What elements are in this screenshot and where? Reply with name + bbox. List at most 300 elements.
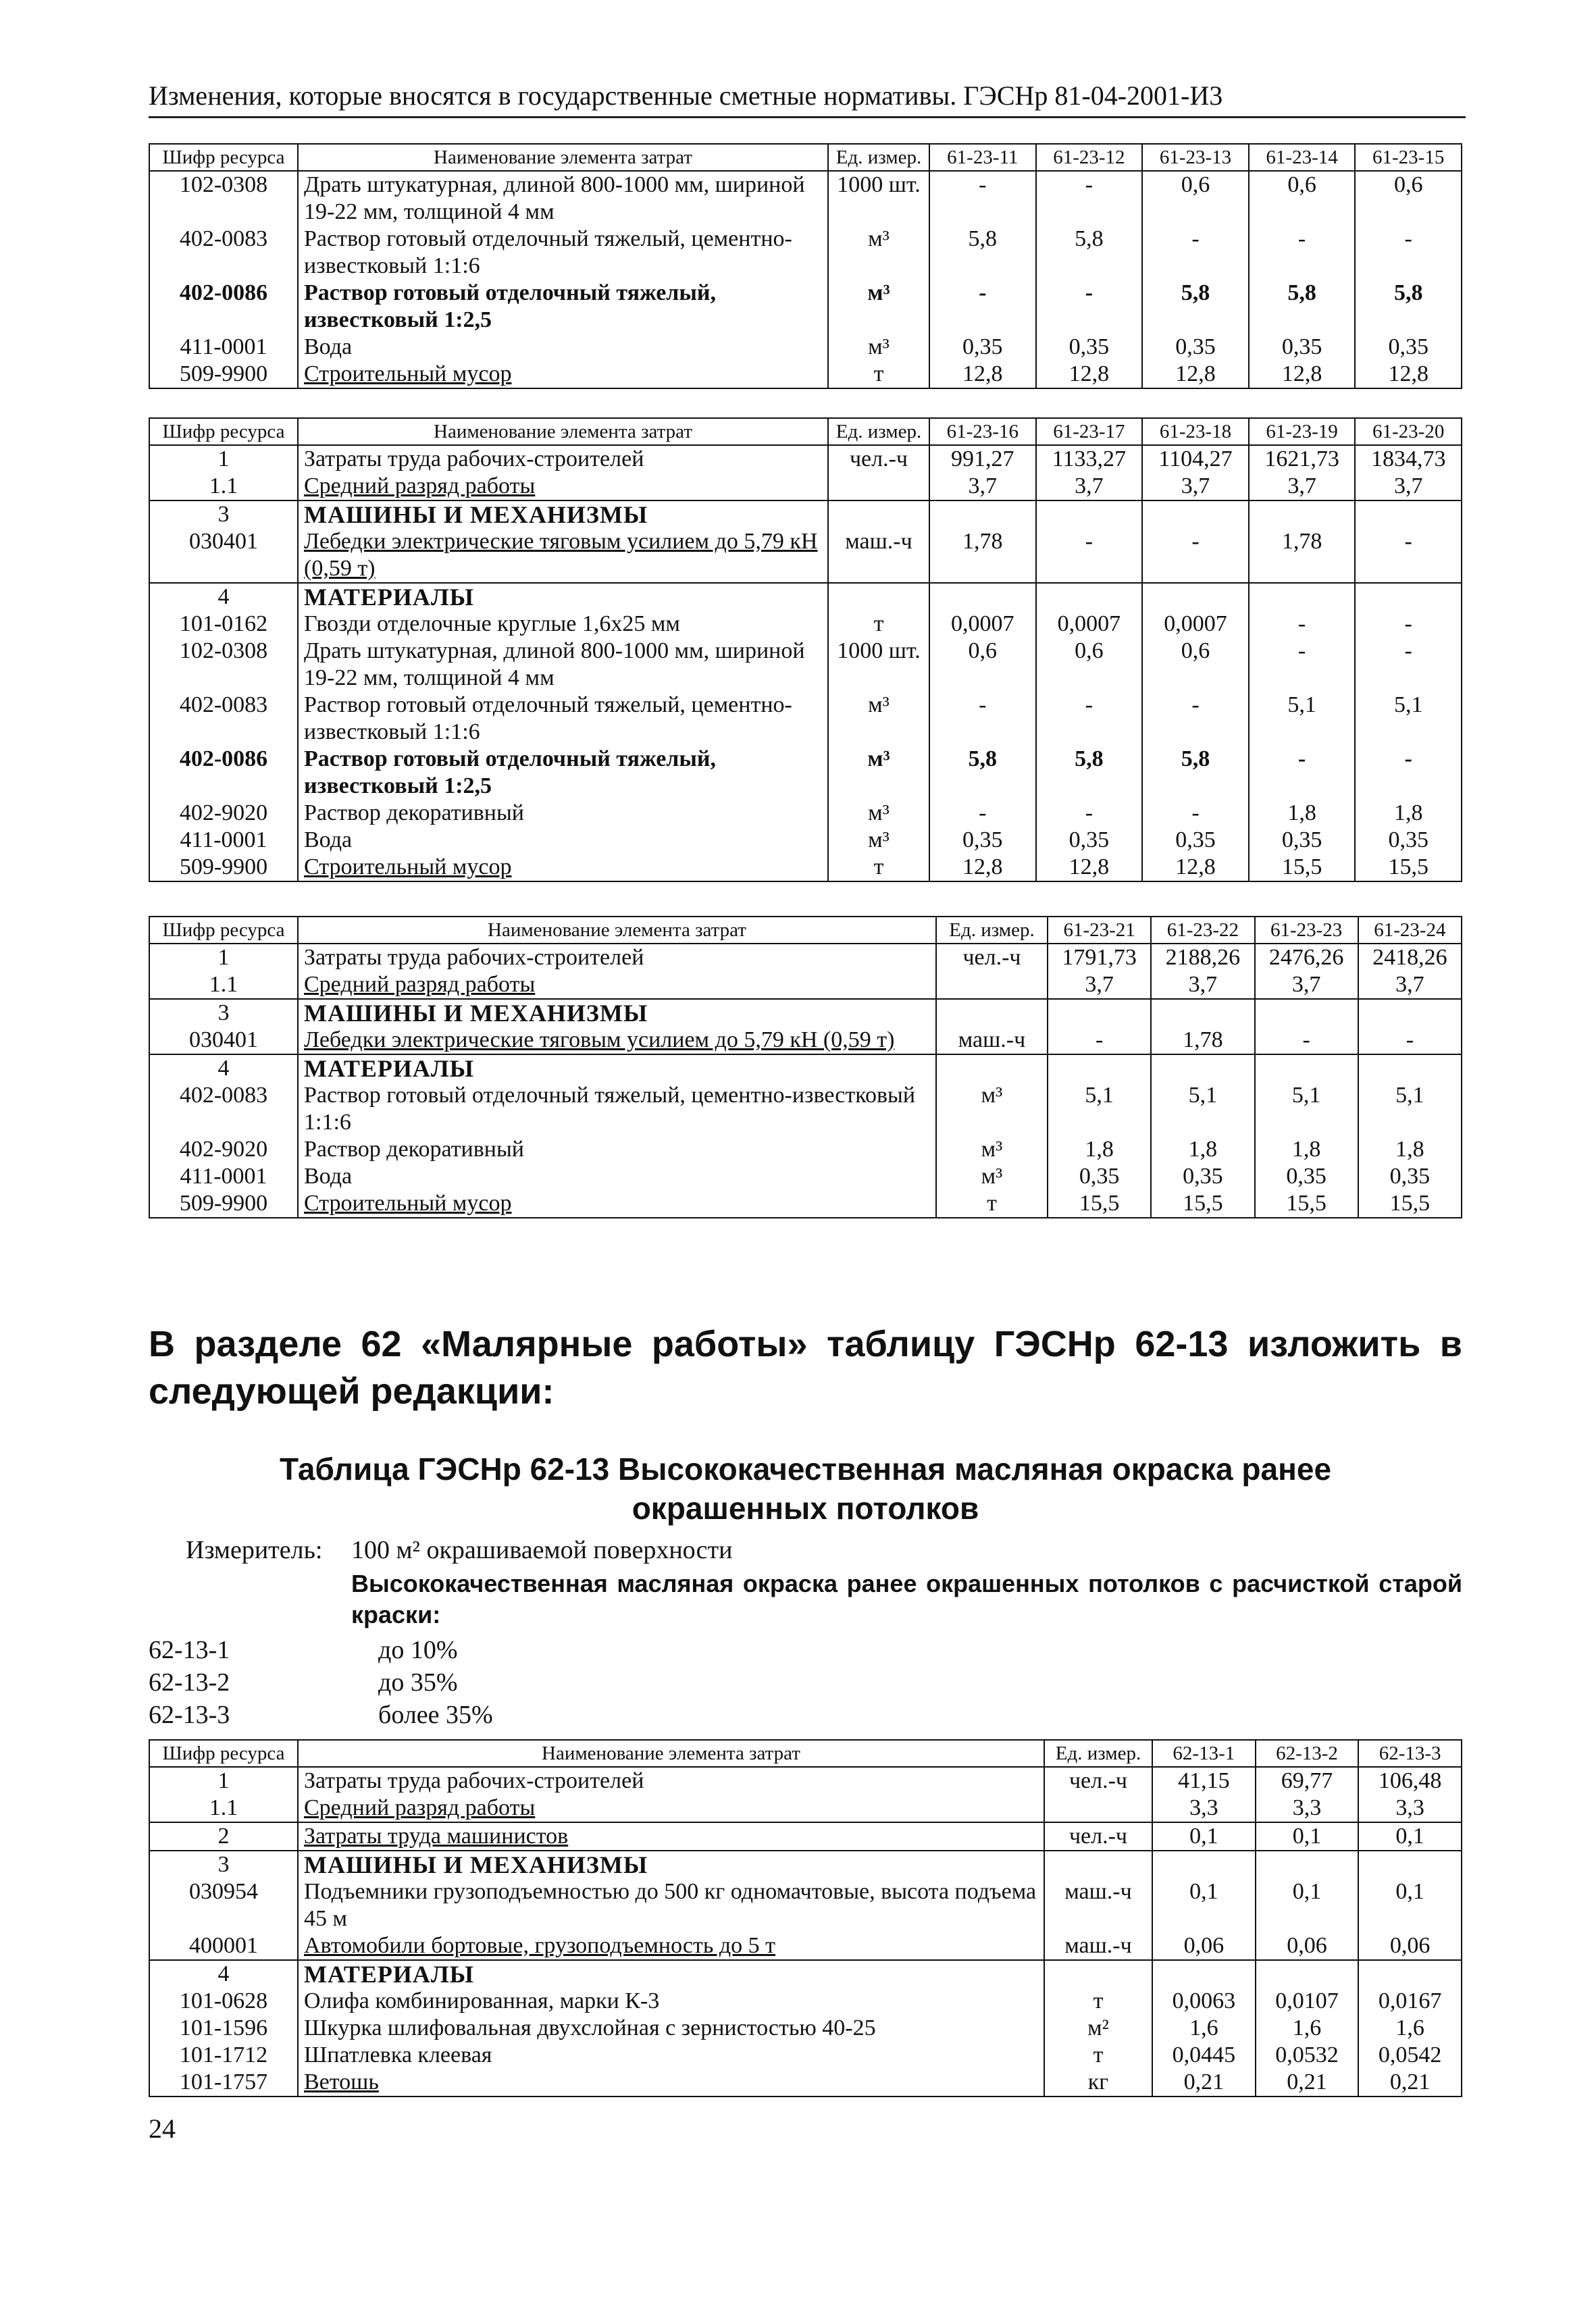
row-value: 0,35: [1151, 1163, 1254, 1190]
row-code: 101-1596: [149, 2015, 298, 2042]
row-value: -: [929, 800, 1036, 827]
row-value: -: [929, 171, 1036, 226]
row-value: [1255, 999, 1358, 1027]
row-name: Строительный мусор: [298, 361, 828, 388]
row-value: 3,7: [1355, 473, 1462, 500]
row-value: 3,7: [929, 473, 1036, 500]
row-code: 1.1: [149, 473, 298, 500]
row-value: 0,35: [1036, 334, 1143, 361]
row-value: 12,8: [1355, 361, 1462, 388]
row-unit: маш.-ч: [1044, 1932, 1152, 1960]
row-unit: м³: [828, 226, 929, 280]
row-value: [1358, 1960, 1462, 1988]
table-row: [149, 528, 1462, 583]
row-value: 0,0063: [1152, 1988, 1256, 2015]
header-norm-code: 61-23-19: [1249, 418, 1356, 445]
row-value: 12,8: [1036, 854, 1143, 881]
row-value: 12,8: [1142, 361, 1249, 388]
table-row: [149, 1795, 1462, 1822]
row-value: 0,0107: [1256, 1988, 1359, 2015]
row-value: 0,0007: [1142, 611, 1249, 638]
row-name: Вода: [298, 334, 828, 361]
measure-label: Измеритель:: [186, 1536, 323, 1564]
row-name: Шпатлевка клеевая: [298, 2042, 1044, 2069]
row-code: 1.1: [149, 1795, 298, 1822]
row-value: 0,1: [1256, 1878, 1359, 1932]
row-name: Ветошь: [298, 2069, 1044, 2097]
row-value: 0,21: [1152, 2069, 1256, 2097]
table-header-row: [149, 418, 1462, 445]
row-value: 1,8: [1255, 1136, 1358, 1163]
row-code: 1.1: [149, 971, 298, 999]
row-value: 0,21: [1256, 2069, 1359, 2097]
row-value: -: [1249, 226, 1356, 280]
row-unit: м³: [828, 746, 929, 800]
row-unit: [1044, 1795, 1152, 1822]
row-value: 5,8: [1355, 280, 1462, 334]
row-value: [1358, 1851, 1462, 1878]
row-value: [1249, 500, 1356, 528]
row-code: 509-9900: [149, 361, 298, 388]
row-value: 0,35: [1036, 827, 1143, 854]
row-code: 3: [149, 500, 298, 528]
row-value: [1358, 1054, 1462, 1082]
table-row: [149, 2069, 1462, 2097]
row-value: -: [1355, 746, 1462, 800]
row-value: 5,8: [929, 746, 1036, 800]
row-value: [1036, 583, 1143, 611]
row-unit: [828, 500, 929, 528]
row-code: 4: [149, 1960, 298, 1988]
row-unit: м²: [1044, 2015, 1152, 2042]
row-code: 402-9020: [149, 1136, 298, 1163]
row-value: -: [1036, 692, 1143, 746]
table-row: [149, 1190, 1462, 1218]
row-unit: 1000 шт.: [828, 171, 929, 226]
row-value: 0,35: [1355, 827, 1462, 854]
document-header: Изменения, которые вносятся в государственные сметные нормативы. ГЭСНр 81-04-2001-И3: [149, 80, 1466, 118]
row-name: Строительный мусор: [298, 854, 828, 881]
header-code: Шифр ресурса: [149, 1740, 298, 1767]
table-header-row: [149, 917, 1462, 944]
row-code: 509-9900: [149, 1190, 298, 1218]
table-row: [149, 280, 1462, 334]
row-name: Олифа комбинированная, марки К-3: [298, 1988, 1044, 2015]
table-row: [149, 746, 1462, 800]
row-value: 12,8: [1142, 854, 1249, 881]
measure-item-text: до 10%: [378, 1636, 458, 1664]
row-value: [1036, 500, 1143, 528]
row-value: 15,5: [1358, 1190, 1462, 1218]
row-unit: м³: [828, 334, 929, 361]
row-code: 030954: [149, 1878, 298, 1932]
table-row: [149, 2042, 1462, 2069]
header-code: Шифр ресурса: [149, 144, 298, 171]
row-code: 402-0083: [149, 226, 298, 280]
row-code: 4: [149, 583, 298, 611]
section-heading: В разделе 62 «Малярные работы» таблицу ГЭСНр 62-13 изложить в следующей редакции:: [149, 1324, 1462, 1412]
row-name: Автомобили бортовые, грузоподъемность до 5 т: [298, 1932, 1044, 1960]
row-name: МАТЕРИАЛЫ: [298, 583, 828, 611]
row-name: Вода: [298, 1163, 936, 1190]
row-value: [929, 500, 1036, 528]
row-name: Вода: [298, 827, 828, 854]
row-value: 0,6: [1142, 171, 1249, 226]
table-row: [149, 445, 1462, 473]
row-code: 4: [149, 1054, 298, 1082]
measure-item-text: более 35%: [378, 1701, 493, 1729]
table-header-row: [149, 144, 1462, 171]
table-row: [149, 226, 1462, 280]
row-unit: м³: [828, 280, 929, 334]
row-code: 1: [149, 1767, 298, 1795]
row-unit: чел.-ч: [828, 445, 929, 473]
row-value: 0,0532: [1256, 2042, 1359, 2069]
category-row: [149, 1851, 1462, 1878]
row-value: 3,7: [1048, 971, 1151, 999]
row-value: 1,8: [1249, 800, 1356, 827]
header-norm-code: 61-23-16: [929, 418, 1036, 445]
row-value: 0,35: [929, 827, 1036, 854]
row-unit: м³: [828, 692, 929, 746]
row-value: 12,8: [929, 854, 1036, 881]
header-norm-code: 61-23-18: [1142, 418, 1249, 445]
header-norm-code: 61-23-11: [929, 144, 1036, 171]
row-value: 3,7: [1255, 971, 1358, 999]
row-name: Затраты труда рабочих-строителей: [298, 944, 936, 971]
row-value: 0,35: [1142, 827, 1249, 854]
row-name: Затраты труда рабочих-строителей: [298, 1767, 1044, 1795]
row-value: 0,35: [929, 334, 1036, 361]
row-value: 0,06: [1358, 1932, 1462, 1960]
table-row: [149, 1136, 1462, 1163]
row-value: 0,6: [1249, 171, 1356, 226]
table-row: [149, 638, 1462, 692]
table-row: [149, 854, 1462, 881]
row-value: 1,8: [1048, 1136, 1151, 1163]
row-value: 3,3: [1152, 1795, 1256, 1822]
category-row: [149, 1960, 1462, 1988]
category-row: [149, 1054, 1462, 1082]
row-code: 411-0001: [149, 1163, 298, 1190]
row-value: 5,1: [1355, 692, 1462, 746]
row-unit: т: [1044, 2042, 1152, 2069]
row-value: [1355, 500, 1462, 528]
row-value: -: [1036, 528, 1143, 583]
measure-item-code: 62-13-3: [149, 1701, 230, 1729]
row-value: [1255, 1054, 1358, 1082]
row-unit: [936, 1054, 1048, 1082]
row-unit: чел.-ч: [1044, 1767, 1152, 1795]
resource-table-62-13: [149, 1739, 1462, 2097]
row-value: 0,35: [1255, 1163, 1358, 1190]
row-value: 0,35: [1142, 334, 1249, 361]
row-unit: [828, 473, 929, 500]
row-value: 1,6: [1358, 2015, 1462, 2042]
row-code: 411-0001: [149, 334, 298, 361]
header-unit: Ед. измер.: [828, 144, 929, 171]
resource-table-61-23-16-20: [149, 417, 1462, 882]
page-number: 24: [149, 2113, 176, 2144]
row-value: 0,21: [1358, 2069, 1462, 2097]
row-value: 2476,26: [1255, 944, 1358, 971]
row-value: 69,77: [1256, 1767, 1359, 1795]
category-row: [149, 999, 1462, 1027]
row-value: -: [1036, 800, 1143, 827]
row-value: 15,5: [1355, 854, 1462, 881]
table-row: [149, 1027, 1462, 1054]
header-norm-code: 61-23-15: [1355, 144, 1462, 171]
header-name: Наименование элемента затрат: [298, 1740, 1044, 1767]
row-value: 1621,73: [1249, 445, 1356, 473]
row-unit: м³: [828, 827, 929, 854]
table-header-row: [149, 1740, 1462, 1767]
resource-table-61-23-11-15: [149, 143, 1462, 389]
row-value: [1152, 1960, 1256, 1988]
row-value: 5,8: [1142, 746, 1249, 800]
row-value: 1133,27: [1036, 445, 1143, 473]
row-value: 0,1: [1152, 1822, 1256, 1851]
category-row: [149, 500, 1462, 528]
row-value: 0,0007: [929, 611, 1036, 638]
row-value: -: [1355, 226, 1462, 280]
resource-table-61-23-21-24: [149, 916, 1462, 1218]
row-value: -: [1142, 692, 1249, 746]
row-value: 1791,73: [1048, 944, 1151, 971]
row-value: 0,6: [1142, 638, 1249, 692]
header-unit: Ед. измер.: [828, 418, 929, 445]
table-row: [149, 473, 1462, 500]
row-value: 0,35: [1249, 827, 1356, 854]
row-value: 0,1: [1358, 1822, 1462, 1851]
row-value: 0,0445: [1152, 2042, 1256, 2069]
row-value: -: [929, 280, 1036, 334]
row-unit: [1044, 1960, 1152, 1988]
row-name: Затраты труда машинистов: [298, 1822, 1044, 1851]
row-value: 1,6: [1256, 2015, 1359, 2042]
table-row: [149, 1767, 1462, 1795]
measure-description: Высококачественная масляная окраска ранее окрашенных потолков с расчисткой старой краски:: [351, 1570, 1462, 1628]
row-value: [1151, 1054, 1254, 1082]
header-norm-code: 62-13-1: [1152, 1740, 1256, 1767]
row-unit: м³: [936, 1136, 1048, 1163]
row-unit: т: [936, 1190, 1048, 1218]
row-value: -: [1048, 1027, 1151, 1054]
row-value: 5,1: [1151, 1082, 1254, 1136]
table-row: [149, 1878, 1462, 1932]
row-value: 0,06: [1256, 1932, 1359, 1960]
table-row: [149, 171, 1462, 226]
header-name: Наименование элемента затрат: [298, 144, 828, 171]
row-unit: маш.-ч: [828, 528, 929, 583]
row-name: Лебедки электрические тяговым усилием до 5,79 кН (0,59 т): [298, 1027, 936, 1054]
row-value: -: [1355, 528, 1462, 583]
header-norm-code: 61-23-12: [1036, 144, 1143, 171]
row-value: 3,7: [1036, 473, 1143, 500]
row-value: 5,8: [1036, 746, 1143, 800]
row-value: 1,8: [1151, 1136, 1254, 1163]
row-code: 402-0086: [149, 280, 298, 334]
table-row: [149, 827, 1462, 854]
row-value: 3,3: [1358, 1795, 1462, 1822]
row-value: -: [1355, 638, 1462, 692]
row-code: 030401: [149, 528, 298, 583]
row-value: [1048, 1054, 1151, 1082]
row-value: 0,35: [1358, 1163, 1462, 1190]
table-row: [149, 334, 1462, 361]
row-name: Раствор готовый отделочный тяжелый, цементно-известковый 1:1:6: [298, 692, 828, 746]
row-code: 101-1757: [149, 2069, 298, 2097]
row-code: 400001: [149, 1932, 298, 1960]
row-unit: чел.-ч: [936, 944, 1048, 971]
table-row: [149, 2015, 1462, 2042]
row-value: 0,1: [1152, 1878, 1256, 1932]
table-row: [149, 1822, 1462, 1851]
row-code: 1: [149, 944, 298, 971]
row-value: -: [1358, 1027, 1462, 1054]
row-value: 0,6: [929, 638, 1036, 692]
row-name: Драть штукатурная, длиной 800-1000 мм, шириной 19-22 мм, толщиной 4 мм: [298, 638, 828, 692]
row-value: -: [1036, 171, 1143, 226]
header-name: Наименование элемента затрат: [298, 418, 828, 445]
row-value: 0,1: [1256, 1822, 1359, 1851]
row-value: 5,1: [1048, 1082, 1151, 1136]
row-value: 3,7: [1151, 971, 1254, 999]
row-value: 3,3: [1256, 1795, 1359, 1822]
row-value: 15,5: [1249, 854, 1356, 881]
table-row: [149, 1082, 1462, 1136]
row-value: -: [1142, 800, 1249, 827]
row-value: -: [1142, 226, 1249, 280]
header-norm-code: 61-23-17: [1036, 418, 1143, 445]
row-value: 0,35: [1048, 1163, 1151, 1190]
row-value: 12,8: [929, 361, 1036, 388]
header-norm-code: 61-23-20: [1355, 418, 1462, 445]
table-row: [149, 692, 1462, 746]
row-code: 3: [149, 1851, 298, 1878]
row-name: Раствор готовый отделочный тяжелый, цементно-известковый 1:1:6: [298, 226, 828, 280]
row-value: 3,7: [1142, 473, 1249, 500]
row-value: [1256, 1960, 1359, 1988]
row-value: 5,8: [1249, 280, 1356, 334]
row-name: МАШИНЫ И МЕХАНИЗМЫ: [298, 1851, 1044, 1878]
row-unit: кг: [1044, 2069, 1152, 2097]
row-value: 0,1: [1358, 1878, 1462, 1932]
measure-item-code: 62-13-1: [149, 1636, 230, 1664]
row-value: -: [1036, 280, 1143, 334]
row-value: 5,8: [1036, 226, 1143, 280]
row-code: 102-0308: [149, 638, 298, 692]
row-name: МАТЕРИАЛЫ: [298, 1960, 1044, 1988]
row-name: Раствор готовый отделочный тяжелый, известковый 1:2,5: [298, 746, 828, 800]
header-code: Шифр ресурса: [149, 418, 298, 445]
row-code: 101-1712: [149, 2042, 298, 2069]
row-value: -: [1255, 1027, 1358, 1054]
row-value: 5,1: [1255, 1082, 1358, 1136]
table-row: [149, 611, 1462, 638]
row-name: Подъемники грузоподъемностью до 500 кг одномачтовые, высота подъема 45 м: [298, 1878, 1044, 1932]
row-name: МАТЕРИАЛЫ: [298, 1054, 936, 1082]
row-unit: т: [1044, 1988, 1152, 2015]
row-name: МАШИНЫ И МЕХАНИЗМЫ: [298, 999, 936, 1027]
row-code: 102-0308: [149, 171, 298, 226]
row-value: 0,35: [1355, 334, 1462, 361]
header-norm-code: 61-23-22: [1151, 917, 1254, 944]
row-value: 1,78: [1151, 1027, 1254, 1054]
row-code: 411-0001: [149, 827, 298, 854]
row-value: [1249, 583, 1356, 611]
row-value: [1048, 999, 1151, 1027]
row-value: 1,78: [929, 528, 1036, 583]
row-value: 1,8: [1358, 1136, 1462, 1163]
header-unit: Ед. измер.: [936, 917, 1048, 944]
row-unit: т: [828, 611, 929, 638]
row-code: 1: [149, 445, 298, 473]
header-norm-code: 62-13-2: [1256, 1740, 1359, 1767]
row-value: 0,6: [1355, 171, 1462, 226]
row-value: 0,0007: [1036, 611, 1143, 638]
row-value: 15,5: [1255, 1190, 1358, 1218]
header-norm-code: 62-13-3: [1358, 1740, 1462, 1767]
row-value: [1142, 583, 1249, 611]
row-value: 0,0167: [1358, 1988, 1462, 2015]
table-row: [149, 800, 1462, 827]
row-value: -: [1249, 611, 1356, 638]
row-value: 2418,26: [1358, 944, 1462, 971]
row-value: -: [1355, 611, 1462, 638]
row-name: Строительный мусор: [298, 1190, 936, 1218]
row-unit: [936, 971, 1048, 999]
row-value: 5,8: [929, 226, 1036, 280]
row-unit: [936, 999, 1048, 1027]
header-norm-code: 61-23-13: [1142, 144, 1249, 171]
row-name: Лебедки электрические тяговым усилием до 5,79 кН (0,59 т): [298, 528, 828, 583]
category-row: [149, 583, 1462, 611]
row-name: Раствор декоративный: [298, 800, 828, 827]
row-value: 5,1: [1358, 1082, 1462, 1136]
header-norm-code: 61-23-24: [1358, 917, 1462, 944]
row-code: 030401: [149, 1027, 298, 1054]
row-value: [1355, 583, 1462, 611]
row-value: 0,06: [1152, 1932, 1256, 1960]
row-value: 106,48: [1358, 1767, 1462, 1795]
row-value: 0,35: [1249, 334, 1356, 361]
row-name: Шкурка шлифовальная двухслойная с зернистостью 40-25: [298, 2015, 1044, 2042]
row-unit: м³: [936, 1082, 1048, 1136]
row-unit: м³: [828, 800, 929, 827]
row-value: [1358, 999, 1462, 1027]
table-row: [149, 944, 1462, 971]
row-unit: [828, 583, 929, 611]
row-name: Гвозди отделочные круглые 1,6х25 мм: [298, 611, 828, 638]
table-row: [149, 1932, 1462, 1960]
measure-value: 100 м² окрашиваемой поверхности: [351, 1536, 733, 1564]
row-unit: чел.-ч: [1044, 1822, 1152, 1851]
header-unit: Ед. измер.: [1044, 1740, 1152, 1767]
row-value: 0,0542: [1358, 2042, 1462, 2069]
row-unit: т: [828, 361, 929, 388]
table-row: [149, 1163, 1462, 1190]
row-name: МАШИНЫ И МЕХАНИЗМЫ: [298, 500, 828, 528]
row-code: 101-0162: [149, 611, 298, 638]
row-value: -: [929, 692, 1036, 746]
row-value: 3,7: [1358, 971, 1462, 999]
row-code: 402-9020: [149, 800, 298, 827]
row-value: 1834,73: [1355, 445, 1462, 473]
table-row: [149, 1988, 1462, 2015]
row-value: 15,5: [1048, 1190, 1151, 1218]
row-value: 1,8: [1355, 800, 1462, 827]
